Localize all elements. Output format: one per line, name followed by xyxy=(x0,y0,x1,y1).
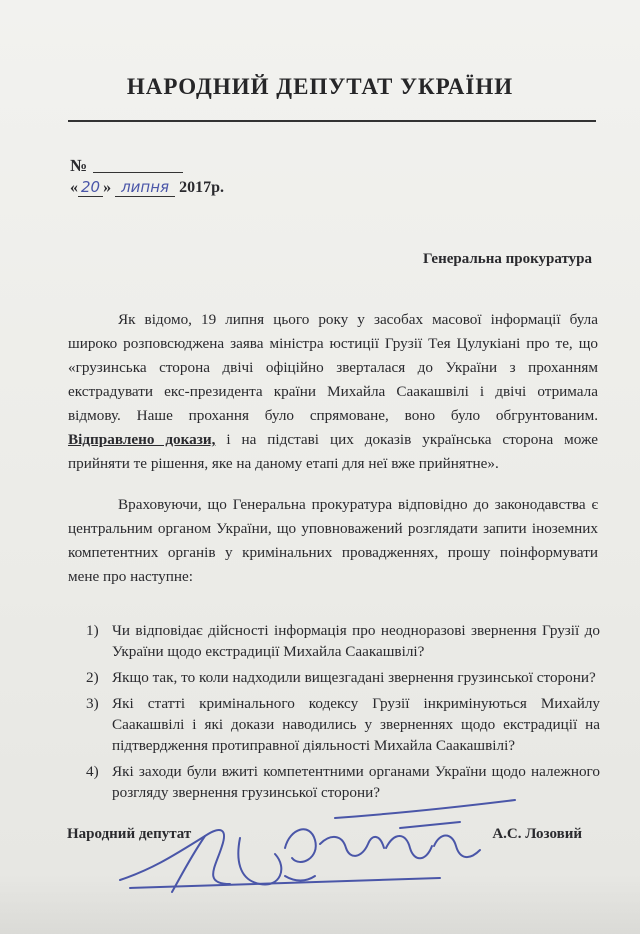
paragraph-1-text: Як відомо, 19 липня цього року у засобах масової інформації була широко розповсюджена заява міністра юстиції Грузії Тея Цулукіані про те, що «грузинська сторона двічі офіційно зверталася до України з проханням екстрадувати екс-президента країни Михайла Саакашвілі і двічі отримала відмову. Наше прохання було спрямоване, воно було обгрунтованим. xyxy=(68,311,598,424)
date-open-quote: « xyxy=(70,179,78,196)
paragraph-2: Враховуючи, що Генеральна прокуратура відповідно до законодавства є центральним органом України, що уповноважений розглядати запити іноземних компетентних органів у кримінальних провадженнях, прошу поінформувати мене про наступне: xyxy=(68,496,598,585)
question-marker: 3) xyxy=(86,695,99,712)
letter-body xyxy=(68,308,598,603)
letterhead-title: НАРОДНИЙ ДЕПУТАТ УКРАЇНИ xyxy=(126,74,514,99)
paragraph-1-emphasis: Відправлено докази, xyxy=(68,431,216,448)
questions-list xyxy=(86,620,600,808)
question-text: Які статті кримінального кодексу Грузії інкримінуються Михайлу Саакашвілі і які докази наводились у зверненнях щодо екстрадиції на підтвердження протиправної діяльності Михайла Саакашвілі? xyxy=(112,695,600,754)
question-item xyxy=(86,667,600,688)
question-text: Якщо так, то коли надходили вищезгадані звернення грузинської сторони? xyxy=(112,669,596,686)
question-marker: 4) xyxy=(86,763,99,780)
registration-date xyxy=(70,178,224,197)
letterhead-rule xyxy=(68,120,596,122)
signatory-title: Народний депутат xyxy=(67,826,192,842)
handwritten-signature xyxy=(110,788,540,898)
addressee: Генеральна прокуратура xyxy=(423,251,592,267)
date-close-quote: » xyxy=(103,179,112,196)
paragraph-1 xyxy=(68,308,598,476)
question-text: Чи відповідає дійсності інформація про неодноразові звернення Грузії до України щодо екстрадиції Михайла Саакашвілі? xyxy=(112,622,600,660)
paragraph-1-tail: і на підставі цих доказів українська сторона може прийняти те рішення, яке на даному етапі для неї вже прийнятне». xyxy=(68,431,598,472)
question-marker: 2) xyxy=(86,669,99,686)
date-month: липня xyxy=(115,178,175,197)
question-text: Які заходи були вжиті компетентними органами України щодо належного розгляду звернення грузинської сторони? xyxy=(112,763,600,801)
question-item xyxy=(86,620,600,662)
registration-number-line xyxy=(93,172,183,173)
question-item xyxy=(86,693,600,756)
question-marker: 1) xyxy=(86,622,99,639)
registration-number-label: № xyxy=(70,156,88,175)
date-day: 20 xyxy=(78,178,103,197)
date-year: 2017р. xyxy=(179,179,224,196)
signatory-name: А.С. Лозовий xyxy=(492,826,582,842)
